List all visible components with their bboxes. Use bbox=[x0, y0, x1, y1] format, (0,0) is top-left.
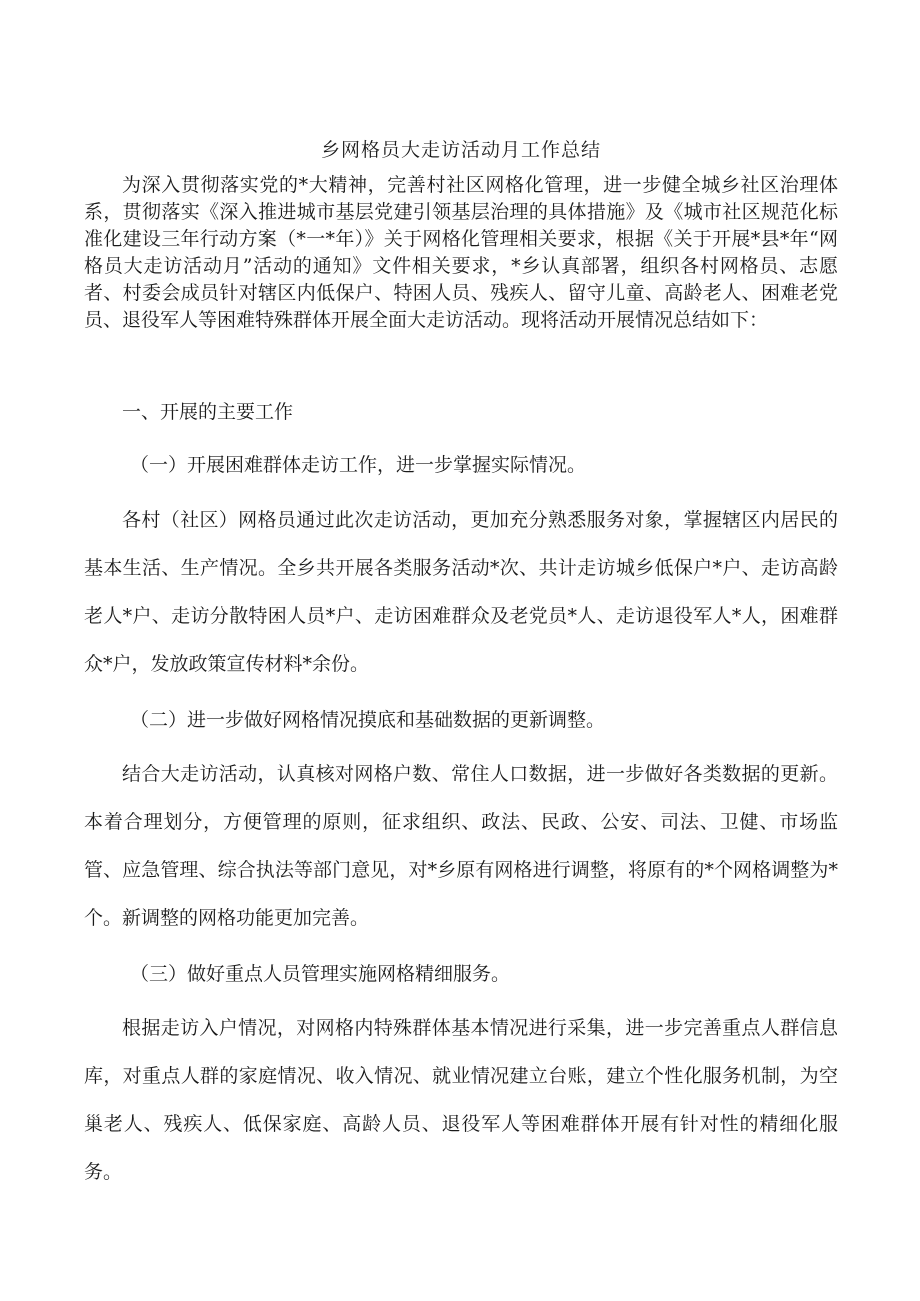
subsection-body-3: 根据走访入户情况，对网格内特殊群体基本情况进行采集，进一步完善重点人群信息库，对重点人群的家庭情况、收入情况、就业情况建立台账，建立个性化服务机制，为空巢老人、残疾人、低保家庭、高龄人员、退役军人等困难群体开展有针对性的精细化服务。 bbox=[84, 1017, 838, 1183]
section-heading-main-work: 一、开展的主要工作 bbox=[122, 401, 294, 423]
intro-paragraph: 为深入贯彻落实党的*大精神，完善村社区网格化管理，进一步健全城乡社区治理体系，贯彻落实《深入推进城市基层党建引领基层治理的具体措施》及《城市社区规范化标准化建设三年行动方案（*一*年）》关于网格化管理相关要求，根据《关于开展*县*年“网格员大走访活动月”活动的通知》文件相关要求，*乡认真部署，组织各村网格员、志愿者、村委会成员针对辖区内低保户、特困人员、残疾人、留守儿童、高龄老人、困难老党员、退役军人等困难特殊群体开展全面大走访活动。现将活动开展情况总结如下： bbox=[84, 174, 838, 331]
document-title: 乡网格员大走访活动月工作总结 bbox=[320, 139, 601, 161]
subsection-heading-1: （一）开展困难群体走访工作，进一步掌握实际情况。 bbox=[130, 454, 587, 476]
subsection-body-2: 结合大走访活动，认真核对网格户数、常住人口数据，进一步做好各类数据的更新。本着合理划分，方便管理的原则，征求组织、政法、民政、公安、司法、卫健、市场监管、应急管理、综合执法等部门意见，对*乡原有网格进行调整，将原有的*个网格调整为*个。新调整的网格功能更加完善。 bbox=[84, 763, 838, 929]
subsection-body-1: 各村（社区）网格员通过此次走访活动，更加充分熟悉服务对象，掌握辖区内居民的基本生活、生产情况。全乡共开展各类服务活动*次、共计走访城乡低保户*户、走访高龄老人*户、走访分散特困人员*户、走访困难群众及老党员*人、走访退役军人*人，困难群众*户，发放政策宣传材料*余份。 bbox=[84, 509, 838, 675]
subsection-heading-2: （二）进一步做好网格情况摸底和基础数据的更新调整。 bbox=[130, 709, 606, 731]
subsection-heading-3: （三）做好重点人员管理实施网格精细服务。 bbox=[130, 963, 511, 985]
